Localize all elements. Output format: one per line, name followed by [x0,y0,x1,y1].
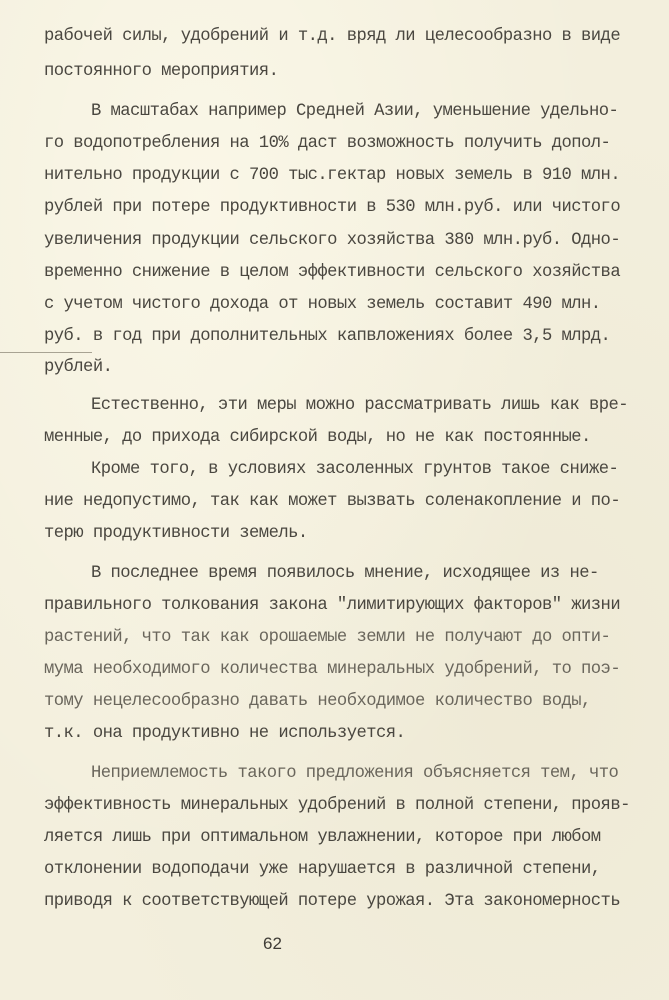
paragraph-start-line: В последнее время появилось мнение, исходящее из не- [91,564,599,583]
text-line: ние недопустимо, так как может вызвать соленакопление и по- [44,492,621,511]
paragraph-start-line: Кроме того, в условиях засоленных грунтов такое сниже- [91,460,619,479]
text-line: растений, что так как орошаемые земли не получают до опти- [44,628,611,647]
text-line: приводя к соответствующей потере урожая. Эта закономерность [44,892,621,911]
page-number: 62 [263,934,282,953]
text-line: ляется лишь при оптимальном увлажнении, которое при любом [44,828,601,847]
text-line: рублей. [44,358,113,377]
text-line: тому нецелесообразно давать необходимое количество воды, [44,692,591,711]
text-line: постоянного мероприятия. [44,62,279,81]
text-line: мума необходимого количества минеральных удобрений, то поэ- [44,660,621,679]
text-line: эффективность минеральных удобрений в полной степени, прояв- [44,796,630,815]
margin-pencil-line [0,352,92,353]
paragraph-start-line: Естественно, эти меры можно рассматривать лишь как вре- [91,396,629,415]
text-line: нительно продукции с 700 тыс.гектар новых земель в 910 млн. [44,166,621,185]
text-line: го водопотребления на 10% даст возможность получить допол- [44,134,611,153]
text-line: руб. в год при дополнительных капвложениях более 3,5 млрд. [44,327,611,346]
text-line: правильного толкования закона "лимитирующих факторов" жизни [44,596,621,615]
text-line: с учетом чистого дохода от новых земель составит 490 млн. [44,295,601,314]
text-line: увеличения продукции сельского хозяйства 380 млн.руб. Одно- [44,231,621,250]
paragraph-start-line: Неприемлемость такого предложения объясняется тем, что [91,764,619,783]
text-line: терю продуктивности земель. [44,524,308,543]
paragraph-start-line: В масштабах например Средней Азии, уменьшение удельно- [91,102,619,121]
text-line: менные, до прихода сибирской воды, но не как постоянные. [44,428,591,447]
text-line: рублей при потере продуктивности в 530 млн.руб. или чистого [44,198,621,217]
text-line: временно снижение в целом эффективности сельского хозяйства [44,263,621,282]
text-line: рабочей силы, удобрений и т.д. вряд ли целесообразно в виде [44,27,621,46]
text-line: отклонении водоподачи уже нарушается в различной степени, [44,860,601,879]
text-line: т.к. она продуктивно не используется. [44,724,406,743]
